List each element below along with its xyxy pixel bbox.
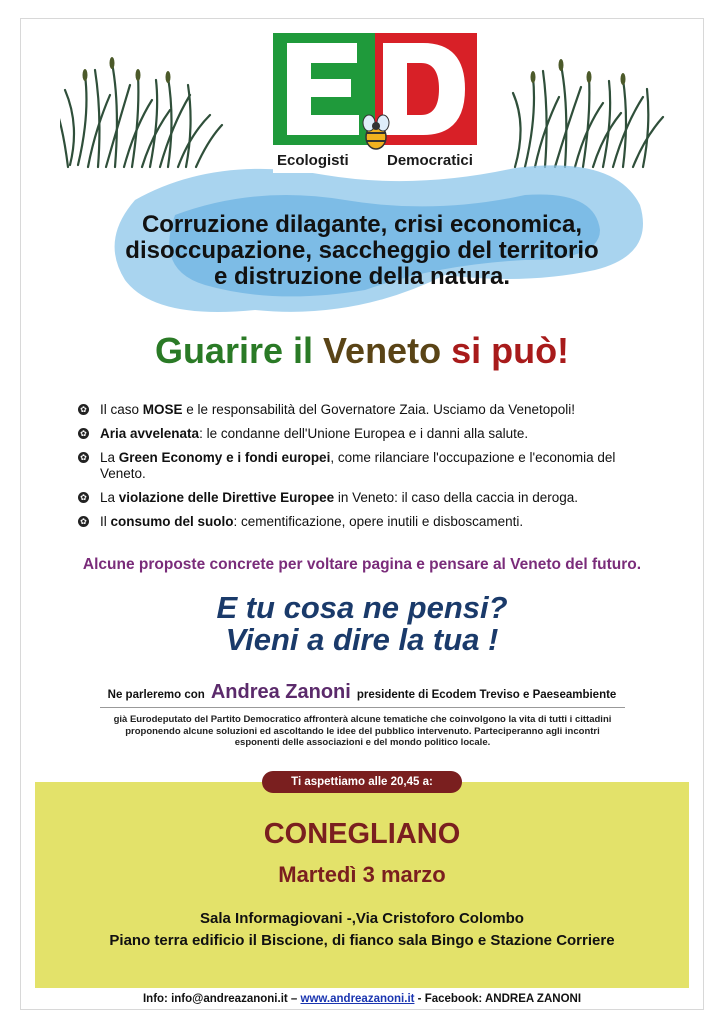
bullet-bold: Aria avvelenata (100, 426, 200, 441)
bullet-icon: ✿ (78, 404, 89, 415)
bullet-text: La (100, 490, 119, 505)
event-address-line: Sala Informagiovani -,Via Cristoforo Colombo (200, 910, 524, 927)
event-city: CONEGLIANO (263, 818, 461, 850)
website-link[interactable]: www.andreazanoni.it (300, 993, 415, 1005)
grass-left-icon (60, 55, 230, 175)
bullet-bold: consumo del suolo (110, 514, 234, 529)
event-address (35, 908, 689, 952)
bullet-icon: ✿ (78, 428, 89, 439)
bullet-text: La (100, 450, 119, 465)
logo-wordmark-left: Ecologisti (277, 152, 349, 169)
grass-right-icon (505, 55, 675, 175)
ecodem-logo (273, 33, 477, 173)
bullet-text: , come rilanciare l'occupazione e l'economia del Veneto. (100, 450, 616, 481)
bullet-bold: violazione delle Direttive Europee (118, 490, 335, 505)
list-item (78, 514, 658, 530)
headline-line: e distruzione della natura. (213, 263, 511, 290)
headline-line: disoccupazione, saccheggio del territorio (125, 237, 599, 264)
bullet-text: : cementificazione, opere inutili e disboscamenti. (233, 514, 524, 529)
bullet-text: Il caso (100, 402, 143, 417)
list-item (78, 426, 658, 442)
topic-list (78, 402, 658, 538)
proposals-line: Alcune proposte concrete per voltare pagina e pensare al Veneto del futuro. (82, 556, 642, 573)
speaker-suffix: presidente di Ecodem Treviso e Paeseambiente (356, 689, 617, 701)
call-to-action-line: E tu cosa ne pensi? (216, 590, 508, 625)
speaker-line (40, 681, 684, 704)
slogan-part: Guarire il (154, 330, 324, 371)
footer-contacts (0, 993, 724, 1005)
time-badge: Ti aspettiamo alle 20,45 a: (262, 771, 462, 793)
bullet-bold: Green Economy e i fondi europei (118, 450, 331, 465)
headline (60, 212, 664, 290)
list-item (78, 402, 658, 418)
list-item (78, 450, 658, 482)
divider (100, 707, 625, 708)
speaker-description: già Eurodeputato del Partito Democratico affronterà alcune tematiche che coinvolgono la vita di tutti i cittadini proponendo alcune soluzioni ed ascoltando le idee del pubblico intervenuto. Parteciperanno agli incontri esponenti delle associazioni e del mondo politico locale. (113, 714, 612, 748)
logo-wordmark-right: Democratici (387, 152, 473, 169)
list-item (78, 490, 658, 506)
bullet-text: : le condanne dell'Unione Europea e i danni alla salute. (199, 426, 529, 441)
bullet-icon: ✿ (78, 492, 89, 503)
footer-info: Info: info@andreazanoni.it – (142, 993, 301, 1005)
venue-box (35, 782, 689, 988)
event-address-line: Piano terra edificio il Biscione, di fianco sala Bingo e Stazione Corriere (109, 932, 615, 949)
bullet-text: e le responsabilità del Governatore Zaia. Usciamo da Venetopoli! (182, 402, 576, 417)
call-to-action (40, 592, 684, 656)
speaker-name: Andrea Zanoni (210, 681, 351, 703)
speaker-prefix: Ne parleremo con (107, 689, 205, 701)
bullet-bold: MOSE (142, 402, 183, 417)
event-date: Martedì 3 marzo (278, 862, 446, 887)
bullet-text: in Veneto: il caso della caccia in deroga. (334, 490, 579, 505)
slogan (40, 330, 684, 372)
slogan-part: Veneto (323, 330, 452, 371)
bullet-icon: ✿ (78, 516, 89, 527)
headline-line: Corruzione dilagante, crisi economica, (141, 211, 583, 238)
footer-facebook: - Facebook: ANDREA ZANONI (414, 993, 582, 1005)
bullet-icon: ✿ (78, 452, 89, 463)
slogan-part: si può! (451, 330, 570, 371)
call-to-action-line: Vieni a dire la tua ! (225, 622, 499, 657)
bullet-text: Il (100, 514, 111, 529)
